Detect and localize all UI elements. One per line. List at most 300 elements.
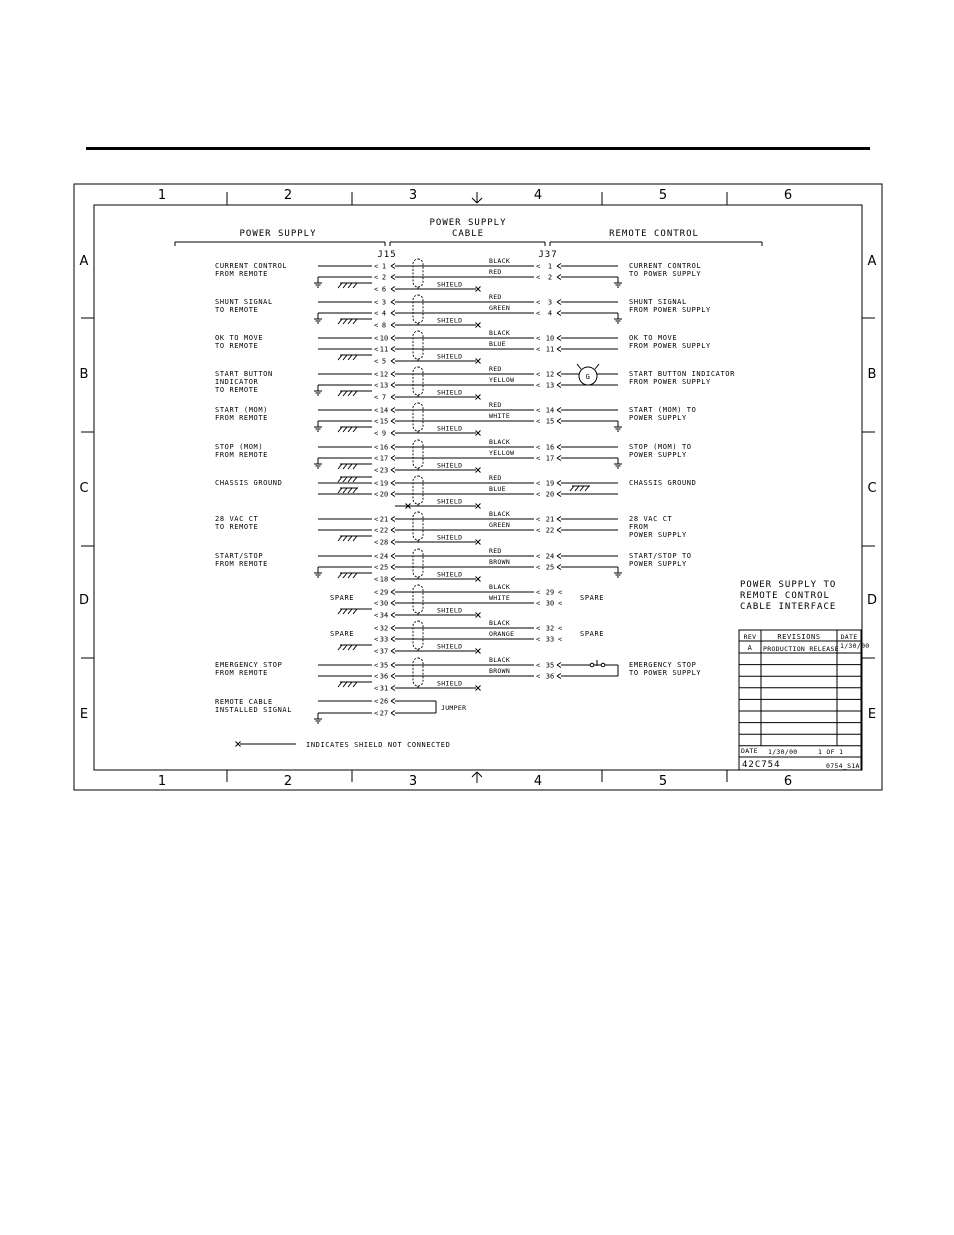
arrowhead [391, 639, 395, 642]
cable-shield [413, 476, 423, 504]
signal-group [215, 401, 696, 438]
shield-label: SHIELD [437, 533, 463, 542]
signal-label-left: EMERGENCY STOP [215, 661, 283, 669]
chassis-hatch [348, 283, 352, 288]
arrowhead [557, 494, 561, 497]
lamp-ray [595, 364, 599, 369]
center-arrow [477, 772, 482, 777]
arrowhead [391, 264, 395, 267]
rev-header: REV [743, 633, 757, 641]
inner-border [94, 205, 862, 770]
arrowhead [391, 300, 395, 303]
signal-label-left: TO REMOTE [215, 523, 259, 531]
arrowhead [557, 663, 561, 666]
pin-bracket: < [374, 466, 379, 475]
signal-label-right: POWER SUPPLY [629, 451, 687, 459]
zone-row-label: D [866, 593, 878, 608]
arrowhead [557, 519, 561, 522]
shield-label: SHIELD [437, 497, 463, 506]
chassis-hatch [338, 477, 342, 482]
wire-color-label: BLACK [489, 438, 511, 446]
arrowhead [557, 445, 561, 448]
chassis-hatch [338, 355, 342, 360]
pin-number-drain: 34 [379, 611, 389, 620]
zone-column-label: 6 [783, 774, 793, 789]
pin-number-j15: 2 [381, 273, 387, 282]
arrowhead [391, 275, 395, 278]
drawing-title: POWER SUPPLY TO [740, 580, 837, 590]
signal-label-right: OK TO MOVE [629, 334, 678, 342]
cable-shield [413, 259, 423, 287]
arrowhead [557, 483, 561, 486]
file-reference: 0754_S1A [826, 762, 860, 770]
arrowhead [391, 470, 395, 473]
signal-group [215, 329, 711, 366]
zone-column-label: 3 [408, 774, 418, 789]
pin-bracket: < [536, 624, 541, 633]
chassis-ground-symbol [338, 283, 358, 288]
arrowhead [391, 313, 395, 316]
pin-number-j37: 1 [547, 262, 553, 271]
pin-bracket: < [374, 393, 379, 402]
arrowhead [391, 665, 395, 668]
arrowhead [391, 701, 395, 704]
pin-number-j37: 21 [545, 515, 555, 524]
pin-bracket: < [536, 406, 541, 415]
chassis-hatch [338, 488, 342, 493]
cable-shield [413, 549, 423, 577]
pin-number-j37: 24 [545, 552, 555, 561]
ground-symbol [614, 315, 622, 323]
chassis-ground-symbol [338, 645, 358, 650]
chassis-hatch [348, 355, 352, 360]
pin-bracket: < [558, 624, 563, 633]
arrowhead [557, 419, 561, 422]
chassis-hatch [353, 391, 357, 396]
pin-bracket: < [374, 429, 379, 438]
rev-letter: A [747, 644, 753, 652]
chassis-hatch [348, 573, 352, 578]
chassis-hatch [343, 464, 347, 469]
signal-label-right: SPARE [580, 594, 605, 602]
switch-contact [590, 663, 594, 667]
date-header: DATE [840, 633, 858, 641]
wire-color-label: BLUE [489, 340, 506, 348]
signal-label-left: START/STOP [215, 552, 264, 560]
arrowhead [391, 456, 395, 459]
arrowhead [557, 565, 561, 568]
pin-number-j15: 3 [381, 298, 387, 307]
arrowhead [557, 481, 561, 484]
legend-text: INDICATES SHIELD NOT CONNECTED [306, 741, 451, 749]
arrowhead [557, 347, 561, 350]
zone-column-label: 3 [408, 188, 418, 203]
signal-label-right: FROM POWER SUPPLY [629, 378, 711, 386]
signal-label-right: START BUTTON INDICATOR [629, 370, 735, 378]
zone-column-label: 4 [533, 774, 543, 789]
chassis-hatch [348, 391, 352, 396]
cable-shield [413, 295, 423, 323]
chassis-hatch [348, 477, 352, 482]
ground-symbol [314, 423, 322, 431]
chassis-hatch [353, 355, 357, 360]
signal-label-right: SPARE [580, 630, 605, 638]
pin-number-j37: 22 [545, 526, 555, 535]
signal-label-left: STOP (MOM) [215, 443, 264, 451]
chassis-hatch [353, 536, 357, 541]
signal-label-left: FROM REMOTE [215, 270, 268, 278]
signal-label-left: TO REMOTE [215, 306, 259, 314]
drawing-title: CABLE INTERFACE [740, 602, 837, 612]
wire-color-label: BLACK [489, 257, 511, 265]
pin-number-j15: 22 [379, 526, 389, 535]
chassis-hatch [353, 682, 357, 687]
chassis-hatch [343, 477, 347, 482]
arrowhead [557, 665, 561, 668]
arrowhead [391, 410, 395, 413]
pin-bracket: < [374, 381, 379, 390]
pin-bracket: < [374, 684, 379, 693]
arrowhead [391, 649, 395, 652]
pin-bracket: < [536, 370, 541, 379]
wire-color-label: GREEN [489, 304, 511, 312]
pin-number-j15: 24 [379, 552, 389, 561]
arrowhead [557, 266, 561, 269]
pin-bracket: < [536, 672, 541, 681]
arrowhead [391, 408, 395, 411]
wire-color-label: RED [489, 474, 502, 482]
signal-label-right: START/STOP TO [629, 552, 692, 560]
arrowhead [391, 528, 395, 531]
zone-row-label: B [867, 367, 877, 382]
chassis-ground-symbol [338, 536, 358, 541]
zone-row-label: D [78, 593, 90, 608]
header-power-supply: POWER SUPPLY [239, 229, 317, 239]
pin-number-j15: 15 [379, 417, 389, 426]
wire-color-label: BLACK [489, 619, 511, 627]
arrowhead [557, 421, 561, 424]
chassis-ground-symbol [338, 355, 358, 360]
ground-symbol [314, 279, 322, 287]
arrowhead [557, 385, 561, 388]
signal-label-right: TO POWER SUPPLY [629, 669, 702, 677]
pin-bracket: < [374, 661, 379, 670]
wire-color-label: RED [489, 401, 502, 409]
cable-shield [413, 367, 423, 395]
pin-number-j15: 26 [379, 697, 389, 706]
pin-bracket: < [374, 526, 379, 535]
signal-group [215, 293, 711, 330]
zone-column-label: 2 [283, 774, 293, 789]
pin-bracket: < [374, 515, 379, 524]
arrowhead [391, 590, 395, 593]
signal-group [215, 547, 692, 584]
zone-column-label: 2 [283, 188, 293, 203]
pin-bracket: < [536, 490, 541, 499]
chassis-hatch [348, 645, 352, 650]
pin-bracket: < [374, 635, 379, 644]
arrowhead [557, 302, 561, 305]
pin-bracket: < [374, 370, 379, 379]
chassis-hatch [343, 427, 347, 432]
pin-number-j37: 11 [545, 345, 555, 354]
pin-number-j15: 36 [379, 672, 389, 681]
pin-number-j37: 29 [545, 588, 555, 597]
zone-row-label: C [867, 481, 877, 496]
chassis-hatch [348, 319, 352, 324]
pin-number-j37: 25 [545, 563, 555, 572]
chassis-hatch [348, 536, 352, 541]
signal-groups [215, 257, 735, 693]
pin-bracket: < [374, 309, 379, 318]
pin-number-j37: 15 [545, 417, 555, 426]
pin-number-j15: 33 [379, 635, 389, 644]
rev-description: PRODUCTION RELEASE [763, 645, 839, 653]
pin-number-j37: 12 [545, 370, 555, 379]
signal-label-left: CURRENT CONTROL [215, 262, 288, 270]
signal-label-left: SPARE [330, 630, 355, 638]
chassis-hatch [343, 682, 347, 687]
arrowhead [391, 615, 395, 618]
wire-color-label: ORANGE [489, 630, 515, 638]
chassis-hatch [338, 464, 342, 469]
pin-bracket: < [374, 273, 379, 282]
shield-label: SHIELD [437, 642, 463, 651]
arrowhead [391, 349, 395, 352]
title-block [739, 580, 870, 770]
wire-color-label: RED [489, 547, 502, 555]
shield-label: SHIELD [437, 280, 463, 289]
wire-color-label: RED [489, 365, 502, 373]
pin-bracket: < [536, 443, 541, 452]
chassis-hatch [338, 573, 342, 578]
pin-number-j15: 19 [379, 479, 389, 488]
arrowhead [391, 385, 395, 388]
chassis-ground-symbol [338, 427, 358, 432]
pin-number-j15: 16 [379, 443, 389, 452]
signal-label-right: 28 VAC CT [629, 515, 673, 523]
arrowhead [557, 338, 561, 341]
wire-color-label: RED [489, 293, 502, 301]
arrowhead [391, 651, 395, 654]
arrowhead [391, 713, 395, 716]
wire-color-label: YELLOW [489, 449, 515, 457]
zone-row-label: A [79, 254, 89, 269]
pin-bracket: < [374, 479, 379, 488]
signal-label-left: INDICATOR [215, 378, 259, 386]
lamp-ray [577, 364, 581, 369]
pin-number-j15: 17 [379, 454, 389, 463]
chassis-ground-symbol [338, 319, 358, 324]
ground-symbol [314, 315, 322, 323]
shield-label: SHIELD [437, 316, 463, 325]
arrowhead [391, 359, 395, 362]
pin-number-drain: 37 [379, 647, 389, 656]
signal-label-left: INSTALLED SIGNAL [215, 706, 293, 714]
pin-bracket: < [558, 599, 563, 608]
arrowhead [557, 676, 561, 679]
pin-number-j37: 14 [545, 406, 555, 415]
pin-bracket: < [536, 588, 541, 597]
chassis-hatch [338, 283, 342, 288]
arrowhead [391, 688, 395, 691]
drawing-number: 42C754 [742, 760, 781, 770]
arrowhead [391, 447, 395, 450]
chassis-hatch [343, 573, 347, 578]
pin-bracket: < [374, 490, 379, 499]
pin-bracket: < [374, 588, 379, 597]
signal-label-right: CHASSIS GROUND [629, 479, 697, 487]
arrowhead [391, 445, 395, 448]
arrowhead [557, 408, 561, 411]
arrowhead [391, 336, 395, 339]
signal-group [215, 364, 735, 402]
pin-number-drain: 8 [381, 321, 387, 330]
sheet-number: 1 OF 1 [818, 748, 844, 756]
wire-color-label: BLACK [489, 329, 511, 337]
arrowhead [391, 468, 395, 471]
arrowhead [391, 579, 395, 582]
signal-label-left: 28 VAC CT [215, 515, 259, 523]
wire-color-label: BLACK [489, 656, 511, 664]
signal-label-left: TO REMOTE [215, 342, 259, 350]
arrowhead [557, 374, 561, 377]
arrowhead [391, 565, 395, 568]
jumper-group [215, 698, 466, 724]
arrowhead [391, 395, 395, 398]
arrowhead [391, 347, 395, 350]
arrowhead [557, 456, 561, 459]
chassis-hatch [343, 536, 347, 541]
arrowhead [557, 311, 561, 314]
pin-bracket: < [374, 611, 379, 620]
signal-label-left: FROM REMOTE [215, 669, 268, 677]
shield-label: SHIELD [437, 424, 463, 433]
pin-number-j15: 11 [379, 345, 389, 354]
pin-number-j15: 27 [379, 709, 389, 718]
chassis-hatch [348, 682, 352, 687]
zone-column-label: 1 [157, 774, 167, 789]
arrowhead [391, 289, 395, 292]
arrowhead [391, 686, 395, 689]
pin-bracket: < [374, 538, 379, 547]
pin-number-j37: 33 [545, 635, 555, 644]
chassis-hatch [348, 464, 352, 469]
arrowhead [391, 266, 395, 269]
signal-group [215, 510, 687, 547]
chassis-hatch [338, 609, 342, 614]
pin-bracket: < [374, 357, 379, 366]
chassis-ground-symbol [338, 477, 358, 482]
cable-shield [413, 621, 423, 649]
signal-label-right: EMERGENCY STOP [629, 661, 697, 669]
signal-label-left: SPARE [330, 594, 355, 602]
pin-bracket: < [374, 262, 379, 271]
cable-shield [413, 658, 423, 686]
center-arrow [472, 198, 477, 203]
pin-bracket: < [536, 515, 541, 524]
arrowhead [557, 300, 561, 303]
signal-group [215, 257, 701, 294]
ground-symbol [314, 569, 322, 577]
pin-number-drain: 5 [381, 357, 387, 366]
arrowhead [391, 277, 395, 280]
pin-number-drain: 31 [379, 684, 389, 693]
pin-number-j37: 3 [547, 298, 553, 307]
arrowhead [557, 530, 561, 533]
chassis-hatch [343, 609, 347, 614]
pin-bracket: < [536, 417, 541, 426]
pin-bracket: < [536, 661, 541, 670]
zone-row-label: C [79, 481, 89, 496]
pin-bracket: < [536, 345, 541, 354]
wire-color-label: RED [489, 268, 502, 276]
arrowhead [557, 492, 561, 495]
arrowhead [391, 637, 395, 640]
pin-bracket: < [374, 417, 379, 426]
shield-label: SHIELD [437, 606, 463, 615]
arrowhead [557, 447, 561, 450]
zone-column-label: 4 [533, 188, 543, 203]
signal-label-left: TO REMOTE [215, 386, 259, 394]
pin-number-j15: 25 [379, 563, 389, 572]
pin-bracket: < [374, 624, 379, 633]
pin-number-j15: 1 [381, 262, 387, 271]
wire-color-label: BROWN [489, 558, 511, 566]
pin-number-j15: 32 [379, 624, 389, 633]
chassis-hatch [343, 319, 347, 324]
ground-symbol [614, 279, 622, 287]
arrowhead [557, 410, 561, 413]
arrowhead [391, 431, 395, 434]
cable-shield [413, 331, 423, 359]
center-arrow [472, 772, 477, 777]
arrowhead [391, 325, 395, 328]
arrowhead [557, 275, 561, 278]
pin-number-j15: 30 [379, 599, 389, 608]
pin-bracket: < [374, 443, 379, 452]
signal-label-left: SHUNT SIGNAL [215, 298, 273, 306]
chassis-hatch [338, 427, 342, 432]
pin-number-j37: 36 [545, 672, 555, 681]
arrowhead [557, 277, 561, 280]
signal-label-left: CHASSIS GROUND [215, 479, 283, 487]
chassis-hatch [343, 488, 347, 493]
pin-bracket: < [536, 635, 541, 644]
arrowhead [391, 494, 395, 497]
pin-number-drain: 23 [379, 466, 389, 475]
arrowhead [391, 311, 395, 314]
shield-label: SHIELD [437, 352, 463, 361]
pin-bracket: < [374, 672, 379, 681]
shield-label: SHIELD [437, 570, 463, 579]
cable-shield [413, 512, 423, 540]
arrowhead [391, 421, 395, 424]
ground-symbol [314, 387, 322, 395]
chassis-hatch [353, 477, 357, 482]
pin-bracket: < [374, 285, 379, 294]
pin-bracket: < [374, 454, 379, 463]
arrowhead [391, 372, 395, 375]
signal-group [330, 619, 604, 656]
pin-number-j15: 12 [379, 370, 389, 379]
pin-bracket: < [374, 709, 379, 718]
arrowhead [557, 528, 561, 531]
pin-bracket: < [374, 552, 379, 561]
arrowhead [557, 372, 561, 375]
arrowhead [391, 699, 395, 702]
signal-label-left: FROM REMOTE [215, 451, 268, 459]
